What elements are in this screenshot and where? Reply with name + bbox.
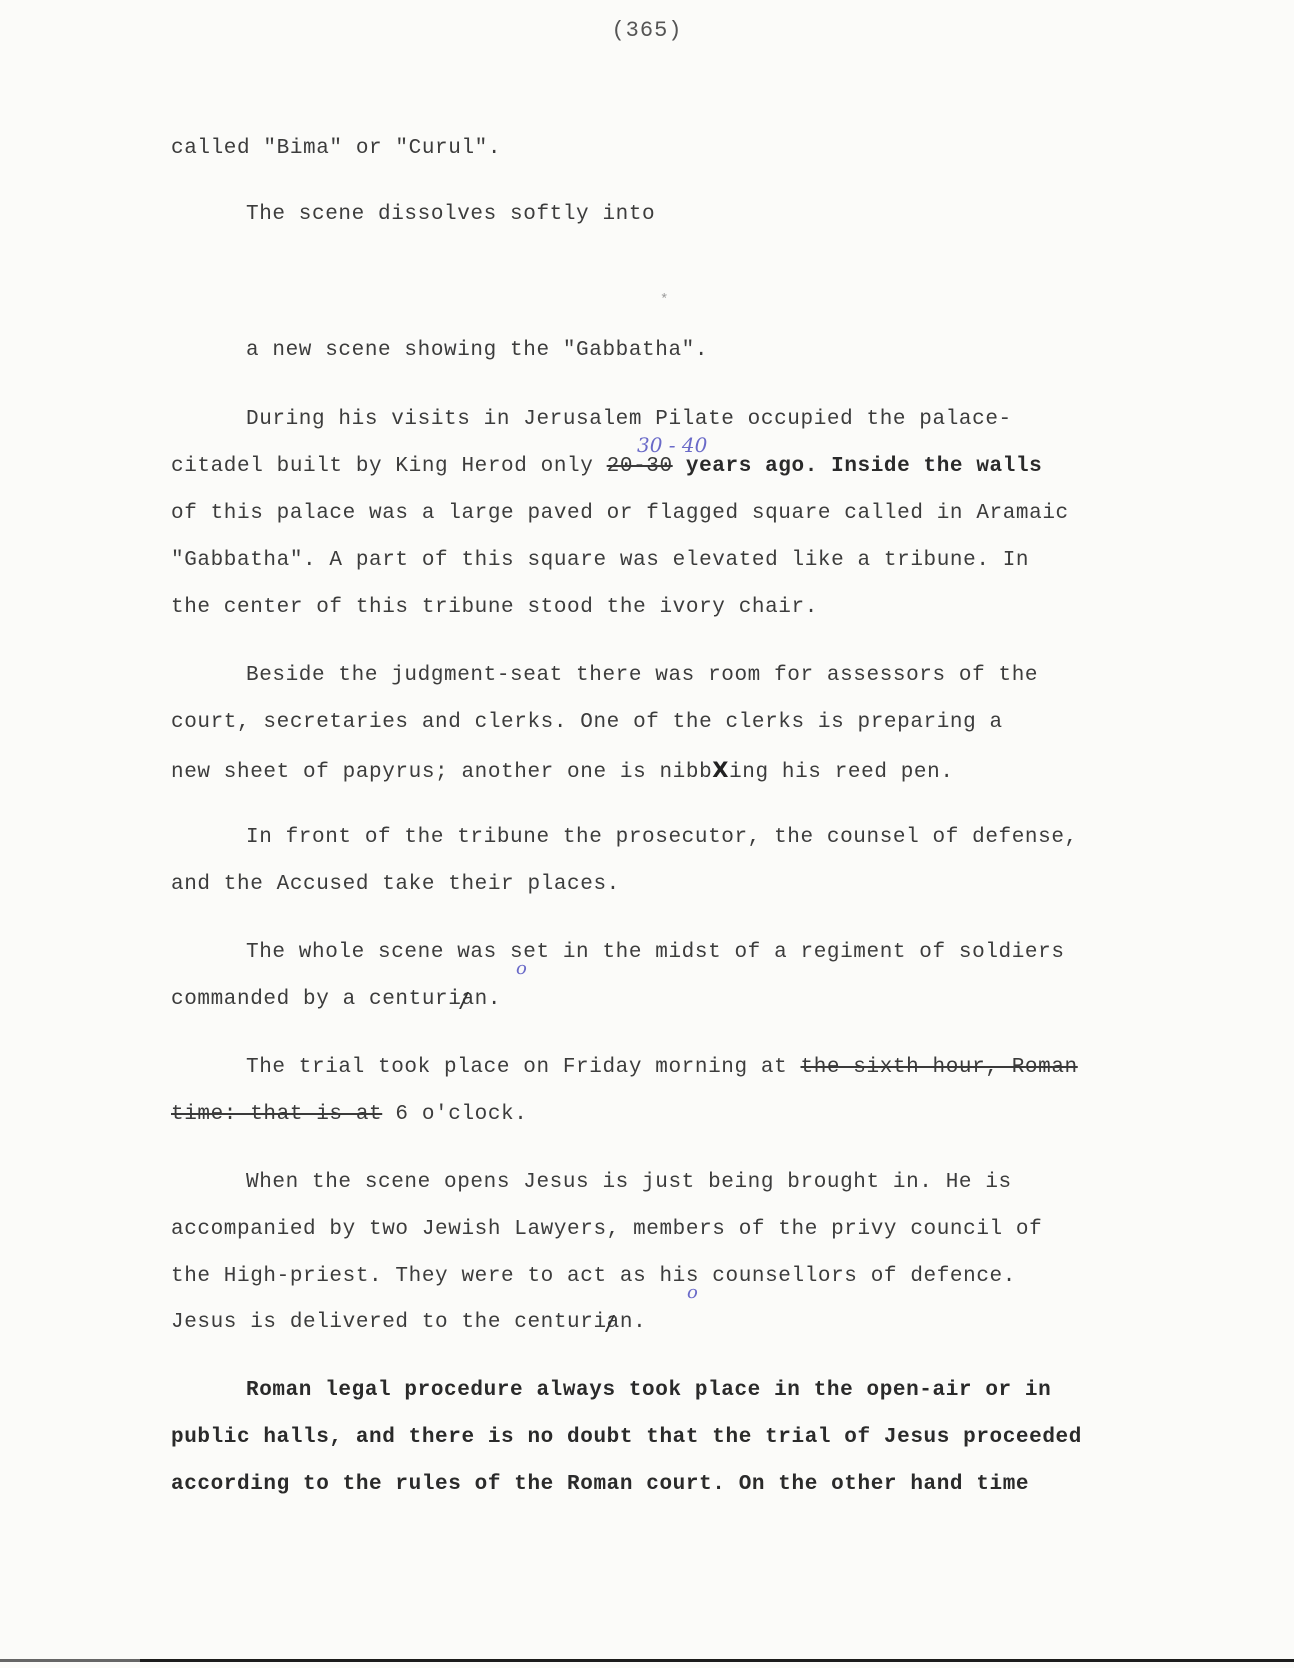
text-line: Jesus is delivered to the centurian. bbox=[171, 1311, 647, 1334]
text-line: During his visits in Jerusalem Pilate occupied the palace- bbox=[246, 408, 1012, 431]
text-line: When the scene opens Jesus is just being brought in. He is bbox=[246, 1171, 1012, 1194]
corrected-letter: a bbox=[461, 988, 475, 1011]
text-line: Beside the judgment-seat there was room for assessors of the bbox=[246, 664, 1039, 687]
handwritten-correction-o: o bbox=[516, 958, 527, 979]
text-line: of this palace was a large paved or flagged square called in Aramaic bbox=[171, 502, 1069, 525]
text-line: The scene dissolves softly into bbox=[246, 203, 656, 226]
struck-text: time: that is at bbox=[171, 1103, 383, 1126]
text-line: called "Bima" or "Curul". bbox=[171, 137, 502, 160]
text-line: accompanied by two Jewish Lawyers, members of the privy council of bbox=[171, 1218, 1043, 1241]
corrected-letter: a bbox=[606, 1311, 620, 1334]
bottom-edge-rule bbox=[0, 1659, 1294, 1662]
handwritten-x-mark: X bbox=[712, 758, 730, 782]
page-number: (365) bbox=[611, 18, 683, 43]
text-line: In front of the tribune the prosecutor, the counsel of defense, bbox=[246, 826, 1078, 849]
text-line: "Gabbatha". A part of this square was elevated like a tribune. In bbox=[171, 549, 1030, 572]
text-line: Roman legal procedure always took place in the open-air or in bbox=[246, 1379, 1052, 1402]
handwritten-correction-years: 30 - 40 bbox=[637, 433, 708, 457]
text-line: The trial took place on Friday morning at the sixth hour, Roman bbox=[246, 1056, 1078, 1079]
handwritten-correction-o: o bbox=[687, 1282, 698, 1303]
text-line: the center of this tribune stood the ivory chair. bbox=[171, 596, 818, 619]
text-line: and the Accused take their places. bbox=[171, 873, 620, 896]
text-line: public halls, and there is no doubt that the trial of Jesus proceeded bbox=[171, 1426, 1082, 1449]
struck-text: 20-30 bbox=[606, 455, 673, 478]
text-line: commanded by a centurian. bbox=[171, 988, 502, 1011]
text-line: The whole scene was set in the midst of a regiment of soldiers bbox=[246, 941, 1065, 964]
text-line: a new scene showing the "Gabbatha". bbox=[246, 339, 709, 362]
text-line: citadel built by King Herod only 20-30 years ago. Inside the walls bbox=[171, 455, 1043, 478]
scene-break-asterisk: * bbox=[660, 292, 669, 308]
text-line: new sheet of papyrus; another one is nibbXing his reed pen. bbox=[171, 758, 954, 784]
struck-text: the sixth hour, Roman bbox=[800, 1056, 1078, 1079]
text-line: court, secretaries and clerks. One of the clerks is preparing a bbox=[171, 711, 1003, 734]
text-line: time: that is at 6 o'clock. bbox=[171, 1103, 528, 1126]
text-line: according to the rules of the Roman court. On the other hand time bbox=[171, 1473, 1030, 1496]
text-line: the High-priest. They were to act as his counsellors of defence. bbox=[171, 1265, 1016, 1288]
